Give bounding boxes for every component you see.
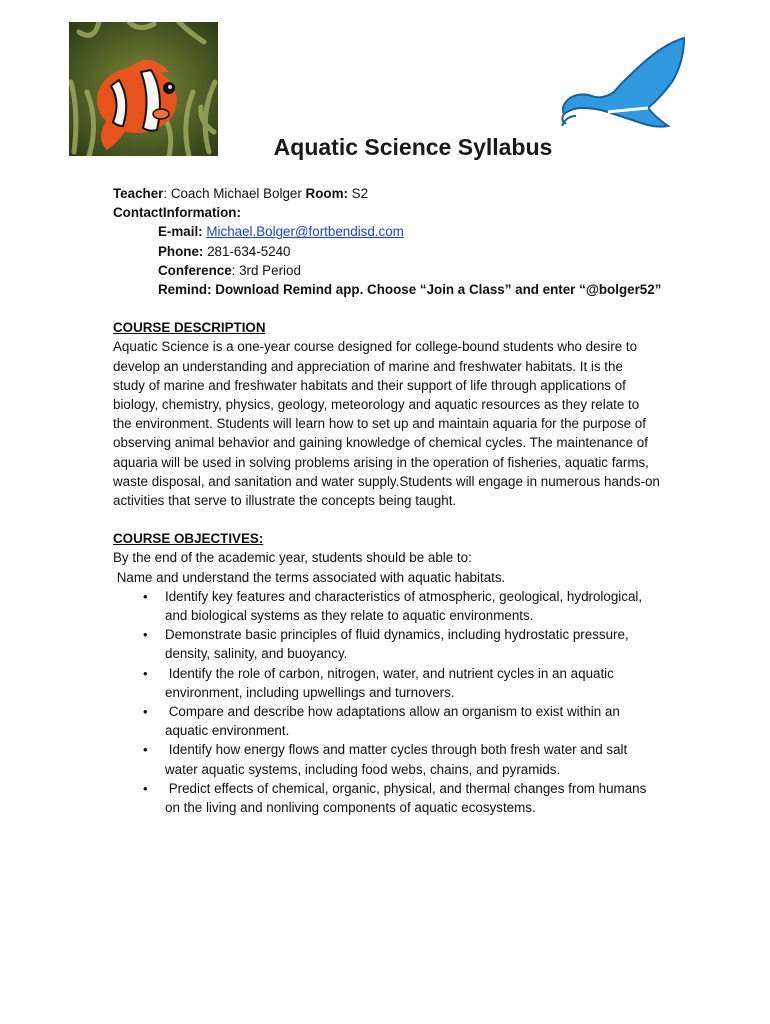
objective-text: and biological systems as they relate to aquatic environments. [165,608,534,624]
syllabus-body [113,184,693,817]
bullet-icon: • [143,665,148,681]
bullet-icon: • [143,780,148,796]
room-value: S2 [347,186,369,201]
email-line [113,222,693,241]
objective-text: Identify the role of carbon, nitrogen, water, and nutrient cycles in an aquatic [165,665,614,681]
course-objectives-heading: COURSE OBJECTIVES: [113,531,264,547]
objective-text: Compare and describe how adaptations allow an organism to exist within an [165,704,620,720]
objectives-intro: By the end of the academic year, students should be able to: [113,550,472,566]
room-label: Room: [305,186,348,201]
email-link[interactable]: Michael.Bolger@fortbendisd.com [206,224,404,240]
contact-info-label: ContactInformation: [113,205,241,221]
conference-value: : 3rd Period [231,262,301,278]
objective-text: density, salinity, and buoyancy. [165,646,348,662]
objective-text: Identify key features and characteristics of atmospheric, geological, hydrological, [165,588,643,604]
conference-label: Conference [158,262,232,278]
description-line: study of marine and freshwater habitats and their support of life through applications of [113,377,626,393]
bullet-icon: • [143,588,148,604]
list-item [113,702,693,740]
description-line: observing animal behavior and gaining knowledge of chemical cycles. The maintenance of [113,435,648,451]
bullet-icon: • [143,627,148,643]
description-line: the environment. Students will learn how to set up and maintain aquaria for the purpose of [113,416,646,432]
remind-text: Remind: Download Remind app. Choose “Join a Class” and enter “@bolger52” [158,282,662,298]
email-label: E-mail: [158,224,203,240]
remind-line [113,280,693,299]
phone-line [113,242,693,261]
stingray-logo [556,34,702,130]
objectives-intro-2: Name and understand the terms associated with aquatic habitats. [113,569,506,585]
list-item [113,740,693,778]
page-title: Aquatic Science Syllabus [273,134,553,160]
description-line: Aquatic Science is a one-year course designed for college-bound students who desire to [113,339,638,355]
list-item [113,664,693,702]
teacher-value: : Coach Michael Bolger [163,186,306,201]
objective-text: water aquatic systems, including food webs, chains, and pyramids. [165,761,561,777]
objective-text: on the living and nonliving components of aquatic ecosystems. [165,800,536,816]
bullet-icon: • [143,704,148,720]
contact-info-heading [113,203,693,222]
list-item [113,587,693,625]
list-item [113,779,693,817]
description-line: waste disposal, and sanitation and water supply.Students will engage in numerous hands-on [113,473,660,489]
description-line: biology, chemistry, physics, geology, meteorology and aquatic resources as they relate to [113,397,640,413]
description-line: develop an understanding and appreciation of marine and freshwater habitats. It is the [113,358,623,374]
teacher-label: Teacher [113,186,164,201]
objective-text: Demonstrate basic principles of fluid dynamics, including hydrostatic pressure, [165,627,629,643]
objectives-list [113,587,693,817]
teacher-line [113,184,693,203]
phone-value: 281-634-5240 [203,243,291,259]
phone-label: Phone: [158,243,204,259]
description-line: aquaria will be used in solving problems arising in the operation of fisheries, aquatic farms, [113,454,649,470]
objective-text: environment, including upwellings and turnovers. [165,684,455,700]
objective-text: aquatic environment. [165,723,290,739]
objective-text: Predict effects of chemical, organic, physical, and thermal changes from humans [165,780,647,796]
course-description-heading: COURSE DESCRIPTION [113,320,266,336]
objective-text: Identify how energy flows and matter cycles through both fresh water and salt [165,742,628,758]
description-line: activities that serve to illustrate the concepts being taught. [113,493,457,509]
bullet-icon: • [143,742,148,758]
list-item [113,625,693,663]
conference-line [113,261,693,280]
